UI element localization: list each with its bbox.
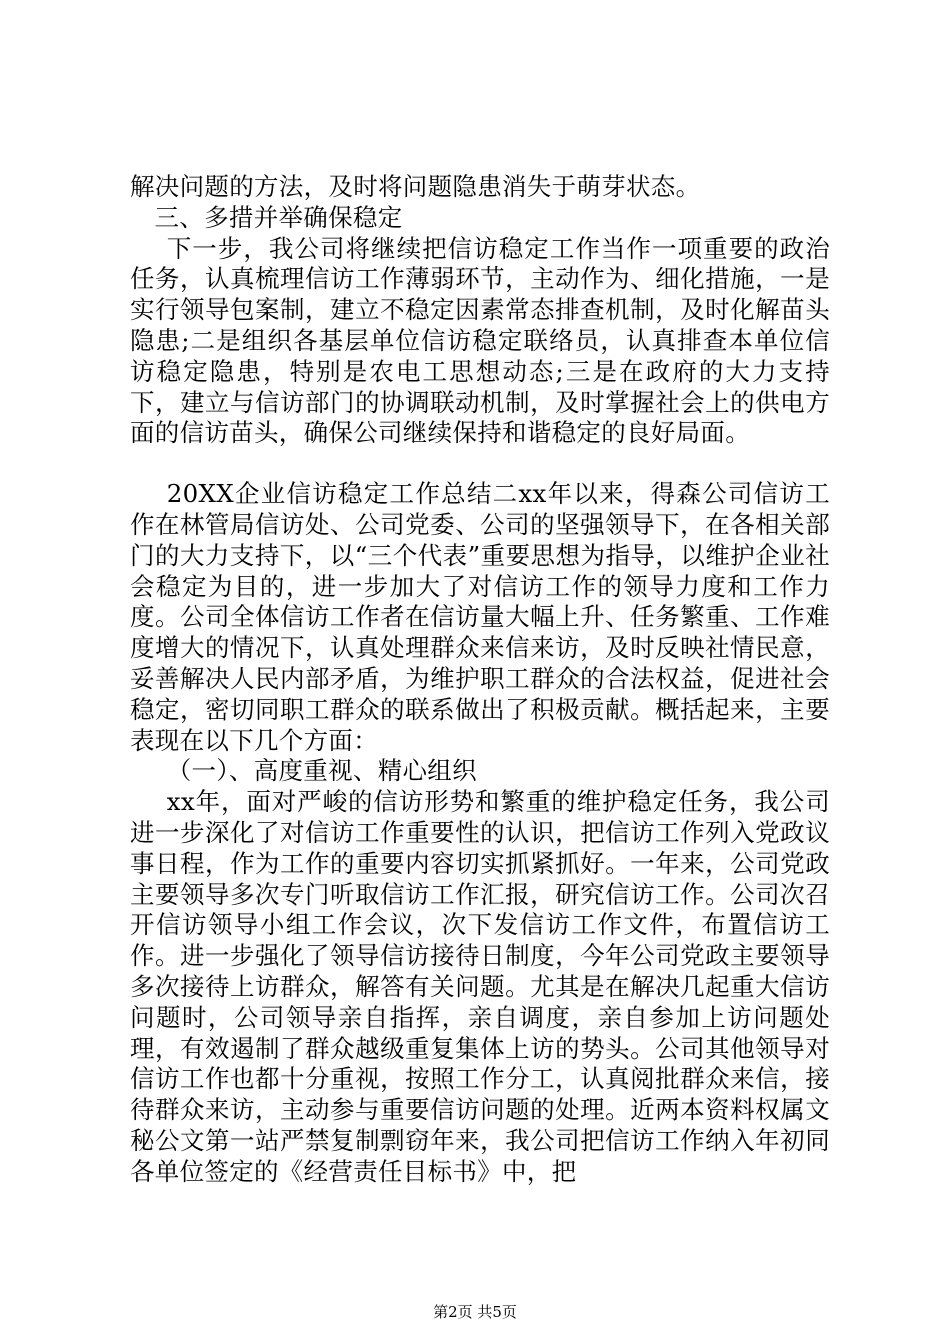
section-heading-1: （一）、高度重视、精心组织	[166, 756, 477, 786]
paragraph-emphasis: xx年，面对严峻的信访形势和繁重的维护稳定任务，我公司进一步深化了对信访工作重要性的认识，把信访工作列入党政议事日程，作为工作的重要内容切实抓紧抓好。一年来，公司党政主要领导多次专门听取信访工作汇报，研究信访工作。公司次召开信访领导小组工作会议，次下发信访工作文件，布置信访工作。进一步强化了领导信访接待日制度，今年公司党政主要领导多次接待上访群众，解答有关问题。尤其是在解决几起重大信访问题时，公司领导亲自指挥，亲自调度，亲自参加上访问题处理，有效遏制了群众越级重复集体上访的势头。公司其他领导对信访工作也都十分重视，按照工作分工，认真阅批群众来信，接待群众来访，主动参与重要信访问题的处理。近两本资料权属文秘公文第一站严禁复制剽窃年来，我公司把信访工作纳入年初同各单位签定的《经营责任目标书》中，把	[130, 787, 830, 1186]
section-heading-3: 三、多措并举确保稳定	[154, 202, 403, 232]
page-number-footer: 第2页 共5页	[433, 1303, 517, 1321]
paragraph-summary-two: 20XX企业信访稳定工作总结二xx年以来，得森公司信访工作在林管局信访处、公司党委、公司的坚强领导下，在各相关部门的大力支持下，以“三个代表”重要思想为指导，以维护企业社会稳定为目的，进一步加大了对信访工作的领导力度和工作力度。公司全体信访工作者在信访量大幅上升、任务繁重、工作难度增大的情况下，认真处理群众来信来访，及时反映社情民意，妥善解决人民内部矛盾，为维护职工群众的合法权益，促进社会稳定，密切同职工群众的联系做出了积极贡献。概括起来，主要表现在以下几个方面：	[130, 479, 830, 755]
document-body	[130, 172, 830, 1188]
paragraph-next-steps: 下一步，我公司将继续把信访稳定工作当作一项重要的政治任务，认真梳理信访工作薄弱环节，主动作为、细化措施，一是实行领导包案制，建立不稳定因素常态排查机制，及时化解苗头隐患;二是组织各基层单位信访稳定联络员，认真排查本单位信访稳定隐患，特别是农电工思想动态;三是在政府的大力支持下，建立与信访部门的协调联动机制，及时掌握社会上的供电方面的信访苗头，确保公司继续保持和谐稳定的良好局面。	[130, 233, 830, 448]
paragraph-continuation: 解决问题的方法，及时将问题隐患消失于萌芽状态。	[130, 172, 701, 201]
paragraph-gap	[130, 449, 830, 479]
